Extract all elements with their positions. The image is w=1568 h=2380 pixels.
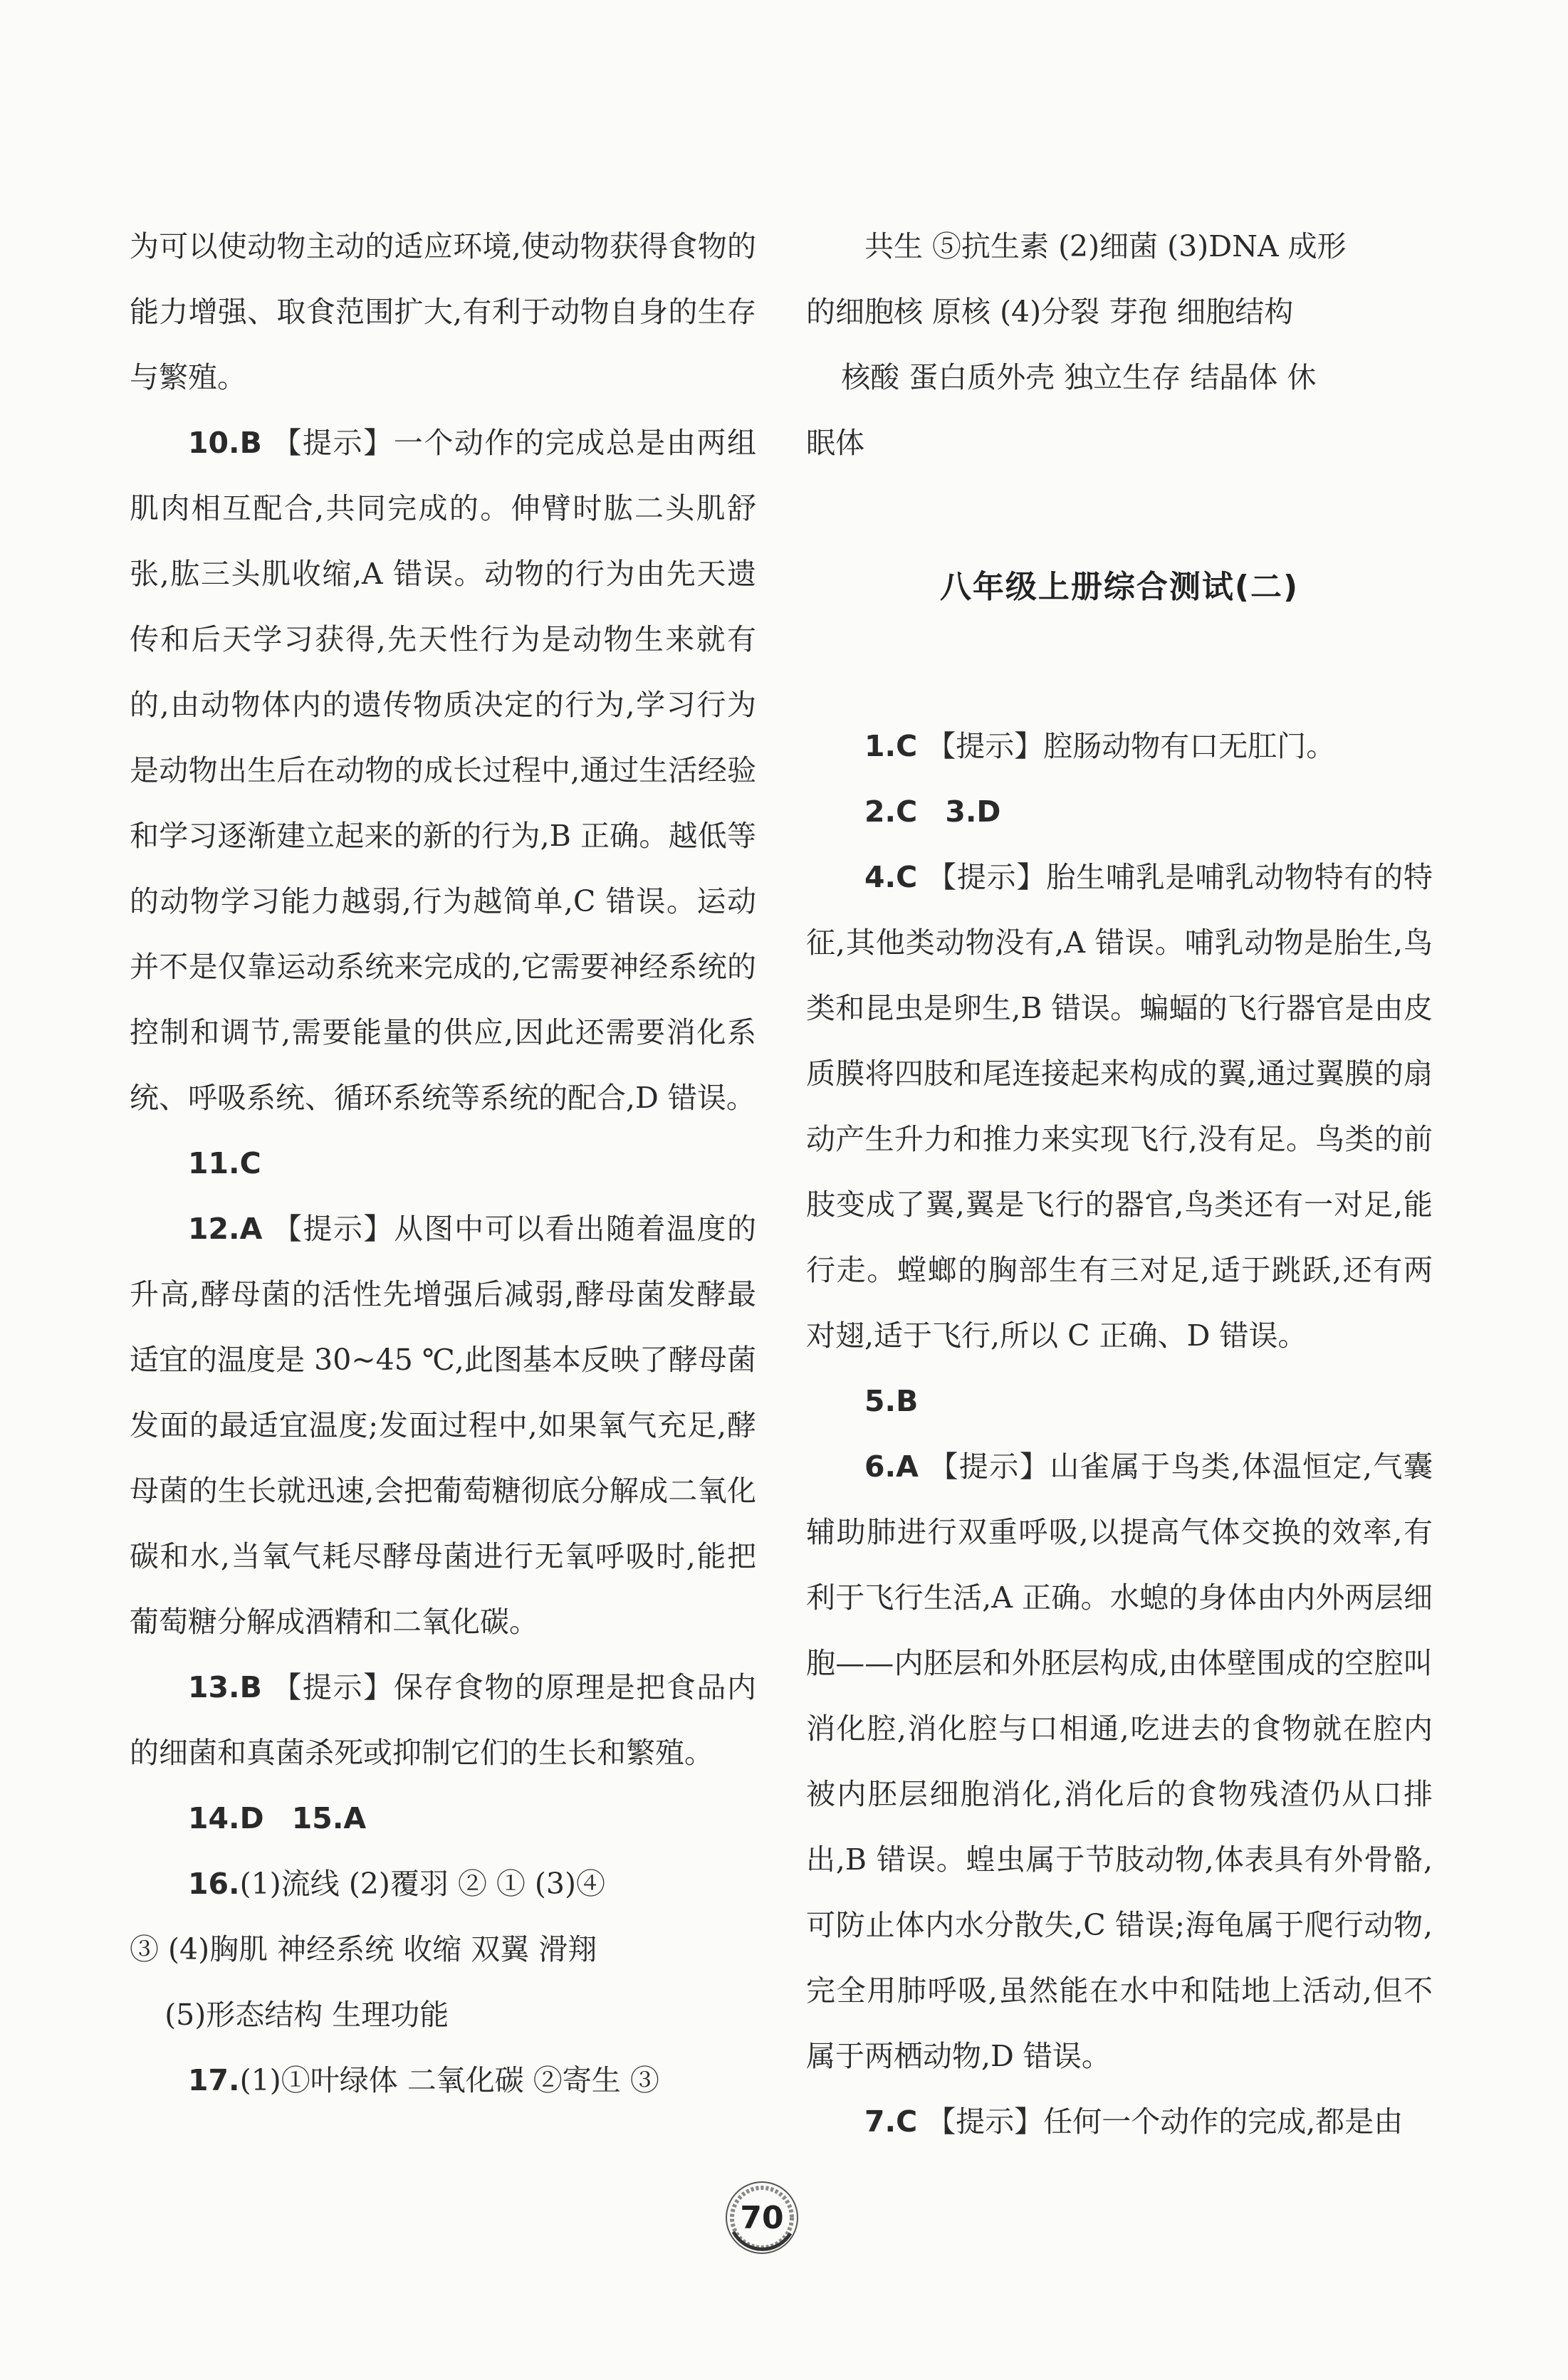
answer-17 <box>130 2048 756 2113</box>
answer-number: 12.A <box>188 1212 263 1246</box>
answer-number: 2.C <box>864 795 918 829</box>
answer-number: 6.A <box>864 1450 919 1484</box>
answer-text: 【提示】任何一个动作的完成,都是由 <box>917 2104 1404 2139</box>
section-title: 八年级上册综合测试(二) <box>939 569 1300 605</box>
answer-number: 11.C <box>188 1146 261 1180</box>
answer-text: 【提示】保存食物的原理是把食品内的细菌和真菌杀死或抑制它们的生长和繁殖。 <box>130 1670 756 1770</box>
answer-number: 14.D <box>188 1801 264 1835</box>
continued-line-1: 共生 ⑤抗生素 (2)细菌 (3)DNA 成形 <box>864 229 1347 263</box>
answer-text: 【提示】一个动作的完成总是由两组肌肉相互配合,共同完成的。伸臂时肱二头肌舒张,肱三头肌收缩,A 错误。动物的行为由先天遗传和后天学习获得,先天性行为是动物生来就有的,由动物体内的遗传物质决定的行为,学习行为是动物出生后在动物的成长过程中,通过生活经验和学习逐渐建立起来的新的行为,B 正确。越低等的动物学习能力越弱,行为越简单,C 错误。运动并不是仅靠运动系统来完成的,它需要神经系统的控制和调节,需要能量的供应,因此还需要消化系统、呼吸系统、循环系统等系统的配合,D 错误。 <box>130 426 756 1115</box>
continued-line-4: 眠体 <box>806 426 864 460</box>
right-column <box>806 214 1433 2154</box>
answer-5 <box>806 1368 1433 1434</box>
answer-2-3 <box>806 779 1433 844</box>
answer-number: 16. <box>188 1867 240 1901</box>
answer-6 <box>806 1434 1433 2089</box>
answer-number: 15.A <box>291 1801 367 1835</box>
answer-text: (1)流线 (2)覆羽 ② ① (3)④ <box>239 1867 606 1901</box>
answer-text: 【提示】胎生哺乳是哺乳动物特有的特征,其他类动物没有,A 错误。哺乳动物是胎生,鸟类和昆虫是卵生,B 错误。蝙蝠的飞行器官是由皮质膜将四肢和尾连接起来构成的翼,通过翼膜的扇动产生升力和推力来实现飞行,没有足。鸟类的前肢变成了翼,翼是飞行的器官,鸟类还有一对足,能行走。螳螂的胸部生有三对足,适于跳跃,还有两对翅,适于飞行,所以 C 正确、D 错误。 <box>806 860 1433 1353</box>
answer-7 <box>806 2089 1433 2154</box>
answer-number: 10.B <box>188 426 262 460</box>
answer-4 <box>806 844 1433 1368</box>
continued-line-2: 的细胞核 原核 (4)分裂 芽孢 细胞结构 <box>806 295 1294 329</box>
answer-16-line3: (5)形态结构 生理功能 <box>164 1998 449 2032</box>
answer-14-15 <box>130 1786 756 1851</box>
answer-10 <box>130 410 756 1131</box>
answer-number: 13.B <box>188 1670 262 1704</box>
answer-11 <box>130 1131 756 1196</box>
page-number-badge <box>719 2175 805 2260</box>
answer-text: 【提示】腔肠动物有口无肛门。 <box>917 729 1336 763</box>
answer-13 <box>130 1655 756 1786</box>
answer-number: 7.C <box>864 2104 918 2139</box>
answer-number: 3.D <box>945 795 1001 829</box>
answer-12 <box>130 1196 756 1655</box>
page-number: 70 <box>740 2199 784 2236</box>
answer-16-line2: ③ (4)胸肌 神经系统 收缩 双翼 滑翔 <box>130 1932 597 1966</box>
answer-text: 【提示】从图中可以看出随着温度的升高,酵母菌的活性先增强后减弱,酵母菌发酵最适宜的温度是 30~45 ℃,此图基本反映了酵母菌发面的最适宜温度;发面过程中,如果氧气充足,酵母菌的生长就迅速,会把葡萄糖彻底分解成二氧化碳和水,当氧气耗尽酵母菌进行无氧呼吸时,能把葡萄糖分解成酒精和二氧化碳。 <box>130 1212 756 1639</box>
left-column <box>130 214 756 2113</box>
answer-16 <box>130 1851 756 1917</box>
answer-text: (1)①叶绿体 二氧化碳 ②寄生 ③ <box>239 2063 659 2097</box>
continued-line-3: 核酸 蛋白质外壳 独立生存 结晶体 休 <box>841 360 1317 394</box>
answer-1 <box>806 713 1433 779</box>
answer-number: 5.B <box>864 1384 919 1418</box>
answer-text: 【提示】山雀属于鸟类,体温恒定,气囊辅助肺进行双重呼吸,以提高气体交换的效率,有利于飞行生活,A 正确。水螅的身体由内外两层细胞——内胚层和外胚层构成,由体壁围成的空腔叫消化腔,消化腔与口相通,吃进去的食物就在腔内被内胚层细胞消化,消化后的食物残渣仍从口排出,B 错误。蝗虫属于节肢动物,体表具有外骨骼,可防止体内水分散失,C 错误;海龟属于爬行动物,完全用肺呼吸,虽然能在水中和陆地上活动,但不属于两栖动物,D 错误。 <box>806 1450 1433 2073</box>
answer-number: 1.C <box>864 729 918 763</box>
answer-number: 4.C <box>864 860 918 894</box>
paragraph-continued: 为可以使动物主动的适应环境,使动物获得食物的能力增强、取食范围扩大,有利于动物自身的生存与繁殖。 <box>130 229 756 394</box>
answer-number: 17. <box>188 2063 240 2097</box>
